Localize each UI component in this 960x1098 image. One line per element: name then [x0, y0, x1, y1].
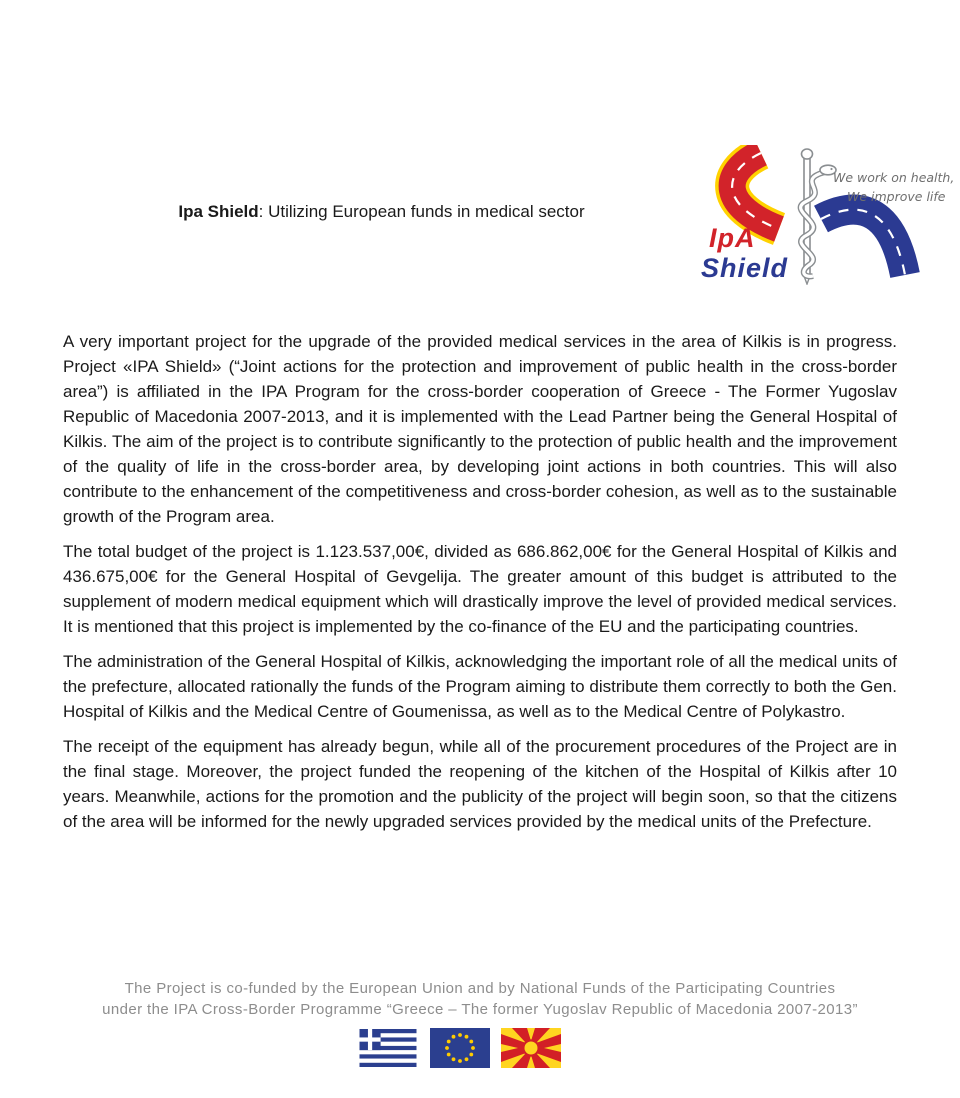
- funding-statement-line2: under the IPA Cross-Border Programme “Greece – The former Yugoslav Republic of Macedonia 2007-2013”: [102, 1001, 858, 1018]
- logo-text-shield: Shield: [701, 253, 789, 283]
- article-body: [63, 329, 897, 844]
- north-macedonia-flag-icon: [501, 1028, 561, 1068]
- eu-flag-icon: [430, 1028, 490, 1068]
- funding-statement-line1: The Project is co-funded by the European Union and by National Funds of the Participating Countries: [124, 980, 836, 997]
- body-paragraph-1: A very important project for the upgrade of the provided medical services in the area of Kilkis is in progress. Project «IPA Shield» (“Joint actions for the protection and improvement of public health in the cross-border area”) is affiliated in the IPA Program for the cross-border cooperation of Greece - The Former Yugoslav Republic of Macedonia 2007-2013, and it is implemented with the Lead Partner being the General Hospital of Kilkis. The aim of the project is to contribute significantly to the protection of public health and the improvement of the quality of life in the cross-border area, by developing joint actions in both countries. This will also contribute to the enhancement of the competitiveness and cross-border cohesion, as well as to the sustainable growth of the Program area.: [63, 332, 897, 526]
- ipa-shield-logo: [695, 145, 955, 285]
- greece-flag-icon: [357, 1029, 419, 1067]
- document-title: [63, 202, 700, 222]
- body-paragraph-2: The total budget of the project is 1.123.537,00€, divided as 686.862,00€ for the General Hospital of Kilkis and 436.675,00€ for the General Hospital of Gevgelija. The greater amount of this budget is attributed to the supplement of modern medical equipment which will drastically improve the level of provided medical services. It is mentioned that this project is implemented by the co-finance of the EU and the participating countries.: [63, 542, 897, 636]
- document-title-bold: Ipa Shield: [178, 202, 259, 221]
- document-title-rest: : Utilizing European funds in medical sector: [258, 202, 585, 221]
- logo-slogan-line1: We work on health,: [833, 170, 955, 185]
- logo-slogan-line2: We improve life: [847, 189, 946, 204]
- body-paragraph-4: The receipt of the equipment has already begun, while all of the procurement procedures of the Project are in the final stage. Moreover, the project funded the reopening of the kitchen of the Hospital of Kilkis after 10 years. Meanwhile, actions for the promotion and the publicity of the project will begin soon, so that the citizens of the area will be informed for the newly upgraded services provided by the medical units of the Prefecture.: [63, 737, 897, 831]
- blue-road-graphic: [821, 210, 905, 275]
- red-road-graphic: [732, 153, 779, 229]
- logo-text-ipa: IpA: [709, 223, 756, 253]
- funding-statement: [0, 978, 960, 1020]
- footer-flags-row: [0, 1028, 939, 1068]
- body-paragraph-3: The administration of the General Hospital of Kilkis, acknowledging the important role of all the medical units of the prefecture, allocated rationally the funds of the Program aiming to distribute them correctly to both the Gen. Hospital of Kilkis and the Medical Centre of Goumenissa, as well as to the Medical Centre of Polykastro.: [63, 652, 897, 721]
